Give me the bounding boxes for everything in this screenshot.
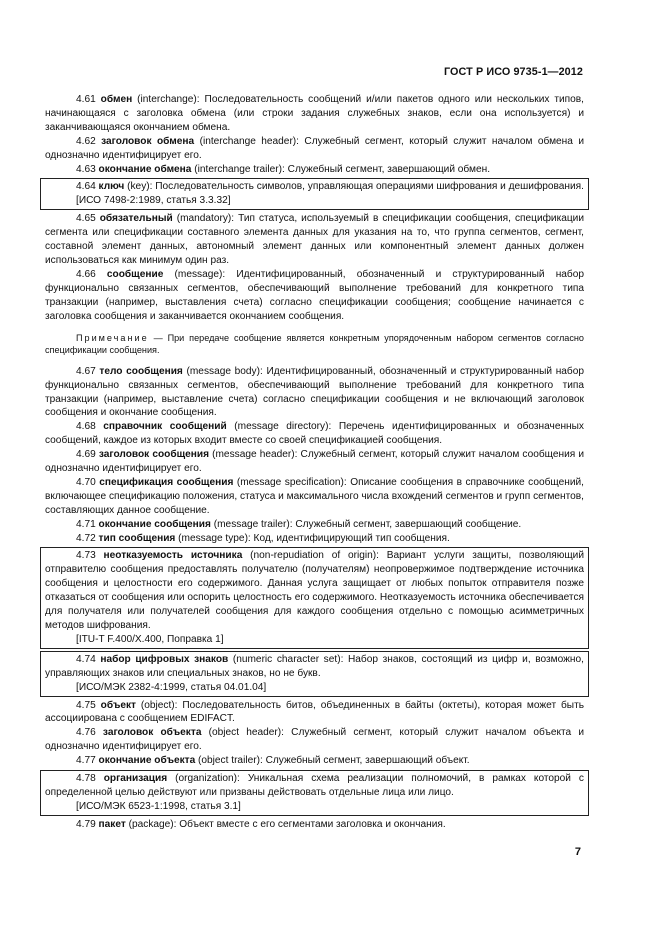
term-definition: (object trailer): Служебный сегмент, завершающий объект.	[195, 755, 470, 767]
term-number: 4.62	[76, 135, 96, 147]
term-name: заголовок сообщения	[98, 449, 210, 461]
term-definition: (interchange trailer): Служебный сегмент, завершающий обмен.	[191, 163, 491, 175]
term-number: 4.66	[76, 268, 96, 280]
term-number: 4.73	[76, 550, 96, 562]
term-number: 4.71	[76, 518, 96, 530]
term-4-65	[45, 212, 584, 268]
term-4-71	[45, 518, 584, 532]
term-definition: (message specification): Описание сообщения в справочнике сообщений, включающее спецификацию положения, статуса и максимального числа вхождений сегментов и групп сегментов, составляющих данное сообщение.	[45, 476, 584, 516]
term-4-63	[45, 163, 584, 177]
boxed-term-4-64	[40, 178, 589, 210]
term-number: 4.74	[76, 653, 96, 665]
term-4-78	[45, 772, 584, 800]
term-name: тело сообщения	[99, 365, 183, 377]
term-name: организация	[103, 773, 168, 785]
term-number: 4.77	[76, 755, 96, 767]
boxed-term-4-74	[40, 651, 589, 697]
term-number: 4.65	[76, 213, 96, 225]
term-4-61	[45, 93, 584, 135]
term-definition: (object): Последовательность битов, объединенных в байты (октеты), которая может быть ассоциирована с сообщением EDIFACT.	[45, 699, 584, 725]
term-definition: (message): Идентифицированный, обозначенный и структурированный набор функционально связанных сегментов, обеспечивающий выполнение требований для конкретного типа транзакции (например, выставления счета) согласно спецификации сообщения; сообщение начинается с заголовка сообщения и заканчивается окончанием сообщения.	[45, 268, 584, 322]
term-number: 4.68	[76, 421, 96, 433]
boxed-term-4-73	[40, 547, 589, 648]
term-name: заголовок объекта	[102, 727, 202, 739]
term-name: ключ	[98, 181, 125, 193]
term-4-64	[45, 180, 584, 194]
term-name: обязательный	[99, 213, 173, 225]
page-number: 7	[574, 846, 581, 858]
term-name: тип сообщения	[98, 532, 176, 544]
term-4-68	[45, 420, 584, 448]
term-number: 4.61	[76, 94, 96, 105]
term-definition: (message header): Служебный сегмент, который служит началом сообщения и однозначно идентифицирует его.	[45, 449, 584, 475]
term-definition: (numeric character set): Набор знаков, состоящий из цифр и, возможно, управляющих знаков или специальных знаков, но не букв.	[45, 653, 584, 679]
note-text: — При передаче сообщение является конкретным упорядоченным набором сегментов согласно спецификации сообщения.	[45, 332, 584, 356]
term-4-77	[45, 754, 584, 768]
term-name: набор цифровых знаков	[100, 653, 229, 665]
term-name: спецификация сообщения	[99, 476, 234, 488]
note	[45, 332, 584, 357]
term-4-69	[45, 448, 584, 476]
term-4-66	[45, 268, 584, 324]
terms-content	[45, 93, 584, 832]
term-definition: (package): Объект вместе с его сегментами заголовка и окончания.	[125, 818, 446, 830]
term-number: 4.63	[76, 163, 96, 175]
note-label: Примечание	[76, 332, 149, 343]
term-name: объект	[100, 699, 136, 711]
term-4-72	[45, 532, 584, 546]
term-number: 4.64	[76, 181, 96, 193]
term-number: 4.79	[76, 818, 96, 830]
term-name: пакет	[98, 818, 126, 830]
term-number: 4.69	[76, 449, 96, 461]
term-source: [ИСО 7498-2:1989, статья 3.3.32]	[76, 195, 231, 207]
term-definition: (mandatory): Тип статуса, используемый в спецификации сообщения, спецификации сегмента или спецификации составного элемента данных для указания на то, что группа сегментов, сегмент, составной элемент данных, автономный элемент данных или компонентный элемент данных должен использоваться как минимум один раз.	[45, 213, 584, 266]
term-number: 4.75	[76, 699, 96, 711]
term-name: окончание сообщения	[98, 518, 211, 530]
term-source: [ITU-T F.400/X.400, Поправка 1]	[76, 633, 224, 645]
term-definition: (message type): Код, идентифицирующий тип сообщения.	[175, 532, 450, 544]
term-4-73	[45, 549, 584, 632]
term-4-70	[45, 476, 584, 518]
term-name: заголовок обмена	[101, 135, 195, 147]
term-name: окончание обмена	[98, 163, 192, 175]
term-number: 4.78	[76, 773, 96, 785]
term-definition: (non-repudiation of origin): Вариант услуги защиты, позволяющий отправителю сообщения предоставлять получателю (получателям) неопровержимое подтверждение источника сообщения и целостности его содержимого. Данная услуга защищает от любых попыток отправителя позже отказаться от сообщения или оспорить целостность его содержимого. Неотказуемость источника обеспечивается для получателя или получателей сообщения для каждого сообщения отдельно с помощью асимметричных методов шифрования.	[45, 550, 584, 631]
term-name: справочник сообщений	[103, 421, 227, 433]
term-definition: (organization): Уникальная схема реализации полномочий, в рамках которой с определенной целью действуют или призваны действовать отдельные лица или лицо.	[45, 773, 584, 798]
term-definition: (key): Последовательность символов, управляющая операциями шифрования и дешифрования.	[124, 181, 584, 193]
term-name: окончание объекта	[98, 755, 196, 767]
standard-header: ГОСТ Р ИСО 9735-1—2012	[443, 66, 583, 78]
term-4-75	[45, 699, 584, 727]
term-number: 4.70	[76, 476, 96, 488]
term-4-62	[45, 135, 584, 163]
term-source: [ИСО/МЭК 6523-1:1998, статья 3.1]	[76, 800, 241, 812]
term-4-76	[45, 726, 584, 754]
term-definition: (interchange): Последовательность сообщений и/или пакетов одного или нескольких типов, начинающаяся с заголовка обмена (или строки задания служебных знаков, если она используется) и заканчивающаяся окончанием обмена.	[45, 94, 584, 133]
term-definition: (message directory): Перечень идентифицированных и обозначенных сообщений, каждое из которых входит вместе со своей спецификацией сообщения.	[45, 421, 584, 447]
term-definition: (message body): Идентифицированный, обозначенный и структурированный набор функционально связанных сегментов, обеспечивающий выполнение требований для конкретного типа транзакции (например, выставление счета) согласно спецификации сообщения и не включающий заголовок сообщения и окончание сообщения.	[45, 365, 584, 419]
term-number: 4.72	[76, 532, 96, 544]
term-definition: (object header): Служебный сегмент, который служит началом объекта и однозначно идентифицирует его.	[45, 727, 584, 753]
term-name: неотказуемость источника	[103, 550, 243, 562]
term-source: [ИСО/МЭК 2382-4:1999, статья 04.01.04]	[76, 681, 267, 693]
term-definition: (message trailer): Служебный сегмент, завершающий сообщение.	[210, 518, 522, 530]
term-number: 4.76	[76, 727, 96, 739]
term-definition: (interchange header): Служебный сегмент, который служит началом обмена и однозначно идентифицирует его.	[45, 135, 584, 161]
term-4-67	[45, 365, 584, 421]
term-number: 4.67	[76, 365, 96, 377]
term-4-74	[45, 653, 584, 681]
term-name: сообщение	[106, 268, 164, 280]
term-4-79	[45, 818, 584, 832]
boxed-term-4-78	[40, 770, 589, 816]
term-name: обмен	[100, 94, 133, 105]
